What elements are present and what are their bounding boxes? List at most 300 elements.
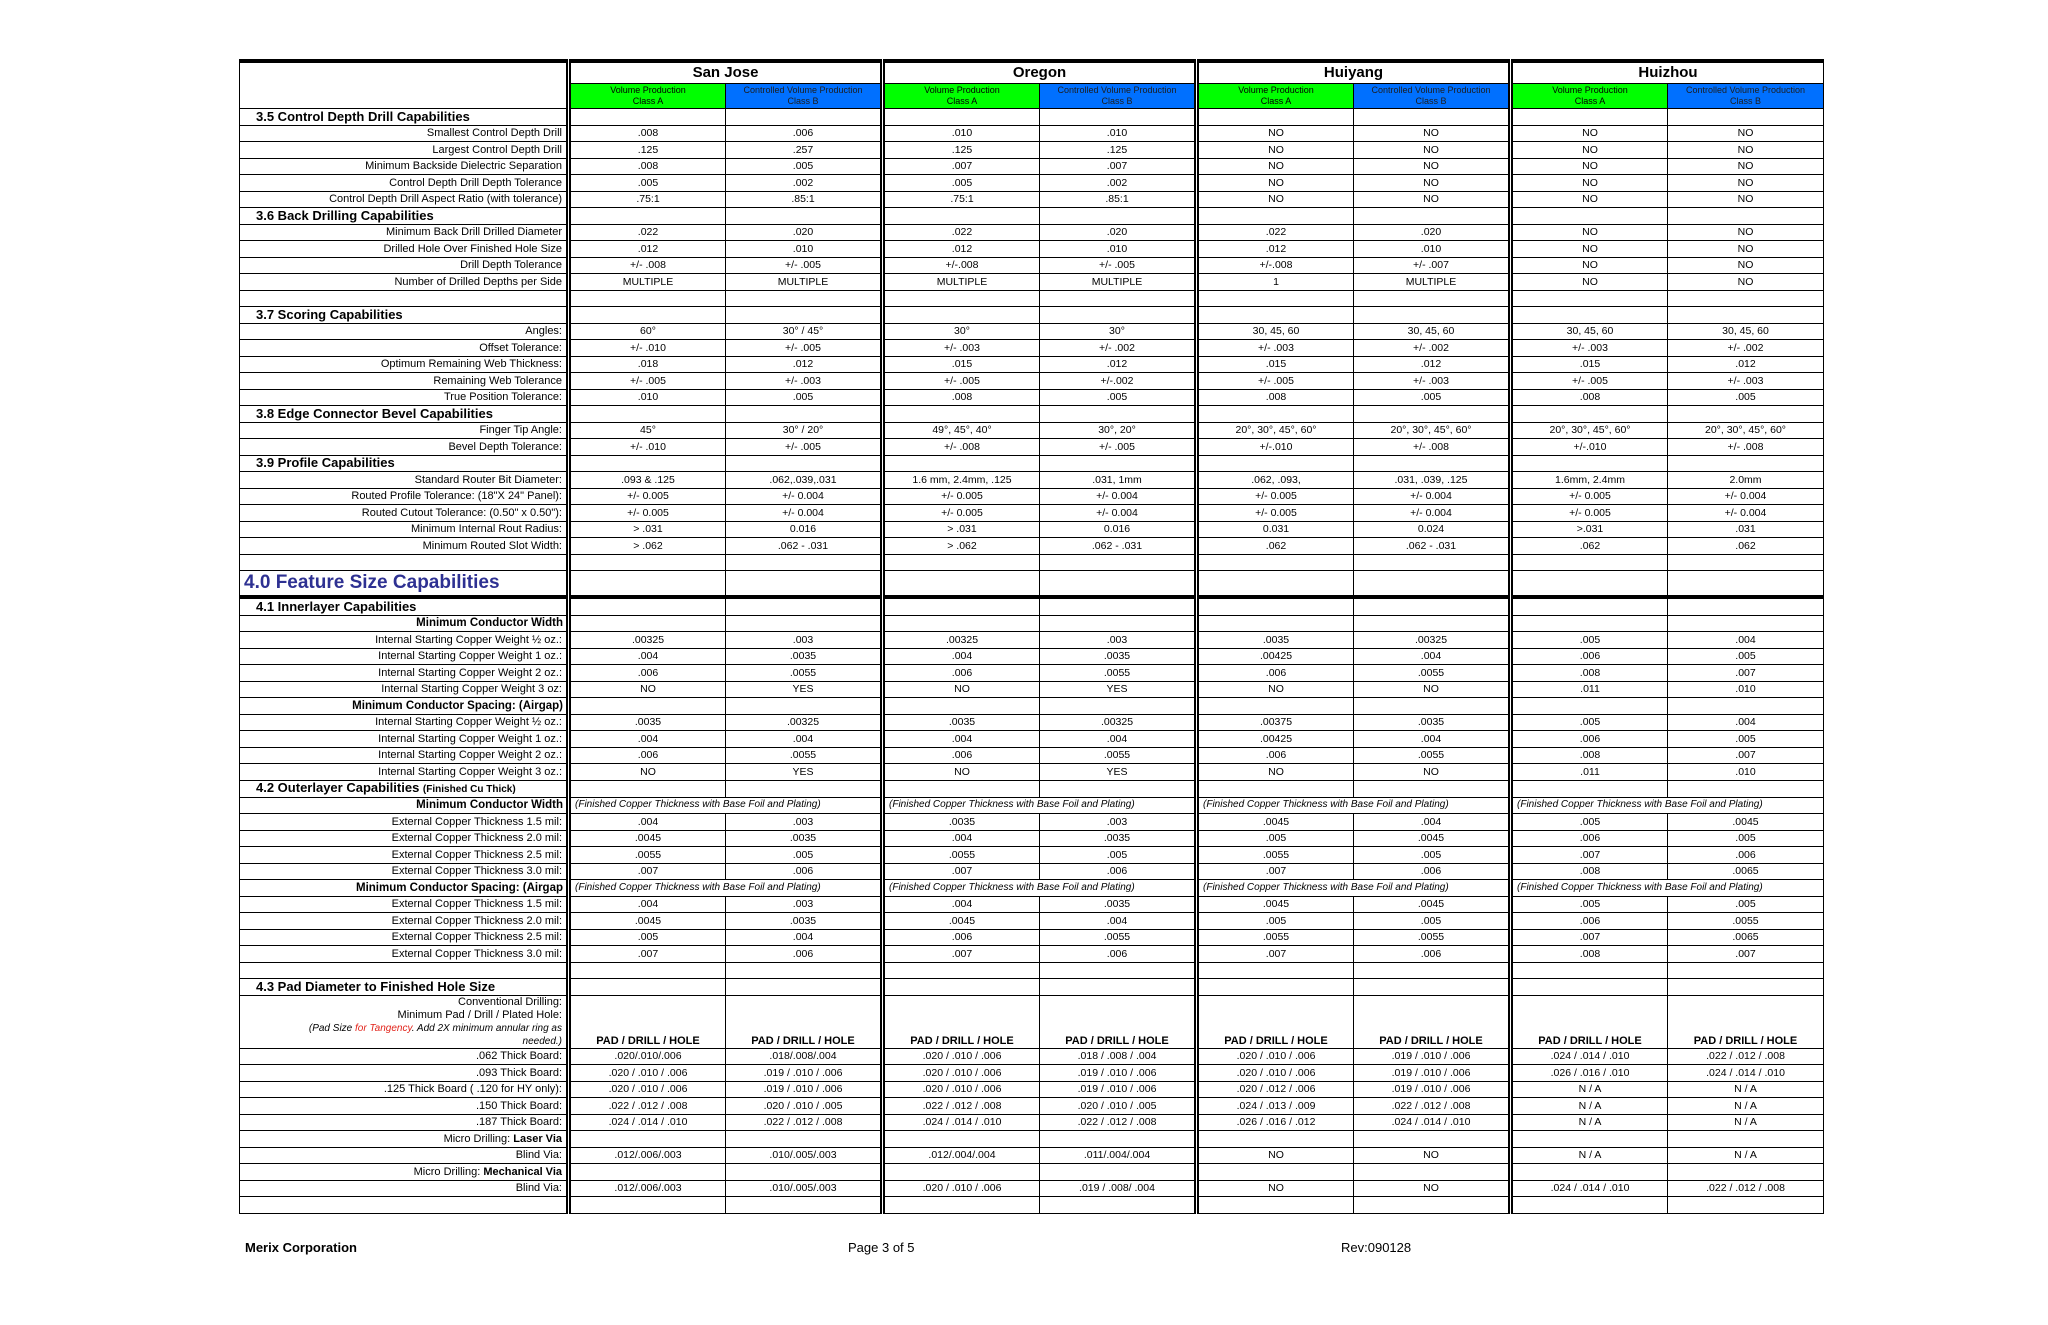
value-cell: 30, 45, 60 [1354,323,1511,340]
value-cell: .005 [1668,830,1824,847]
value-cell: .006 [569,665,726,682]
value-cell: +/- .002 [1668,340,1824,357]
table-row [240,913,1824,930]
value-cell: .0065 [1668,929,1824,946]
section-heading [240,208,569,225]
row-label: Minimum Back Drill Drilled Diameter [240,224,569,241]
table-row [240,597,1824,615]
subsection-heading: Minimum Conductor Width [240,797,569,814]
value-cell: 20°, 30°, 45°, 60° [1668,422,1824,439]
table-row [240,125,1824,142]
value-cell: .004 [883,731,1040,748]
table-row [240,158,1824,175]
value-cell: +/- .005 [1040,439,1197,456]
empty-cell [1040,597,1197,615]
site-huizhou: Huizhou [1511,61,1824,84]
class-label: Class B [1101,96,1133,106]
empty-cell [1197,698,1354,715]
value-cell: .008 [1511,946,1668,963]
row-label: Standard Router Bit Diameter: [240,472,569,489]
value-cell: .006 [1354,946,1511,963]
row-label: Angles: [240,323,569,340]
section-heading-text: 3.9 Profile Capabilities [256,455,395,471]
revision: Rev:090128 [1341,1240,1412,1255]
table-row [240,929,1824,946]
micro-drilling-label [240,1131,569,1148]
empty-cell [1040,307,1197,324]
value-cell: .257 [726,142,883,159]
table-row [240,731,1824,748]
value-cell: .006 [726,125,883,142]
value-cell: +/- .005 [726,340,883,357]
table-row [240,681,1824,698]
table-row [240,814,1824,831]
value-cell: .0045 [883,913,1040,930]
empty-cell [1511,307,1668,324]
empty-cell [1040,290,1197,307]
empty-cell [1040,1131,1197,1148]
value-cell: .010 [1040,125,1197,142]
empty-cell [1668,406,1824,423]
value-cell: 1.6mm, 2.4mm [1511,472,1668,489]
empty-cell [1668,698,1824,715]
value-cell: .007 [569,863,726,880]
class-name: Controlled Volume Production [1371,85,1491,95]
value-cell: .022 [1197,224,1354,241]
value-cell: .0035 [883,814,1040,831]
value-cell: .020 / .010 / .005 [726,1098,883,1115]
row-label: Routed Profile Tolerance: (18"X 24" Panel): [240,488,569,505]
pad-line3b: for Tangency [355,1022,412,1034]
value-cell: NO [1668,191,1824,208]
value-cell: +/- .002 [1040,340,1197,357]
page-footer [245,1240,1845,1260]
value-cell: NO [883,681,1040,698]
empty-cell [569,1131,726,1148]
empty-cell [240,962,569,979]
row-label: Internal Starting Copper Weight ½ oz.: [240,632,569,649]
value-cell: .0035 [1040,896,1197,913]
value-cell: .005 [1354,913,1511,930]
empty-cell [1511,455,1668,472]
value-cell: .026 / .016 / .010 [1511,1065,1668,1082]
pad-drill-hole-header: PAD / DRILL / HOLE [1040,995,1197,1048]
pad-description [240,995,569,1048]
empty-cell [883,615,1040,632]
pad-drill-hole-header: PAD / DRILL / HOLE [1668,995,1824,1048]
empty-cell [883,597,1040,615]
value-cell: .008 [883,389,1040,406]
value-cell: +/- 0.004 [1354,505,1511,522]
value-cell: .012 [1668,356,1824,373]
value-cell: 49°, 45°, 40° [883,422,1040,439]
value-cell: .007 [883,158,1040,175]
value-cell: .008 [1511,863,1668,880]
value-cell: YES [1040,681,1197,698]
row-label: Offset Tolerance: [240,340,569,357]
plating-note: (Finished Copper Thickness with Base Foil and Plating) [1197,880,1511,897]
value-cell: .006 [1511,648,1668,665]
class-b-header [726,84,883,109]
table-row [240,665,1824,682]
empty-cell [240,1197,569,1214]
section-note: (Finished Cu Thick) [422,783,516,795]
value-cell: .010 [1668,764,1824,781]
value-cell: NO [1668,224,1824,241]
value-cell: 30° / 45° [726,323,883,340]
empty-cell [1354,962,1511,979]
chapter-heading [240,571,569,598]
empty-cell [1040,1164,1197,1181]
empty-cell [1040,979,1197,996]
value-cell: .062 [1511,538,1668,555]
value-cell: .062 - .031 [1354,538,1511,555]
empty-cell [569,455,726,472]
row-label: Blind Via: [240,1180,569,1197]
empty-cell [569,780,726,797]
table-row [240,1131,1824,1148]
value-cell: YES [1040,764,1197,781]
value-cell: .012 [1040,356,1197,373]
value-cell: .0035 [1354,714,1511,731]
value-cell: .004 [726,929,883,946]
value-cell: .020/.010/.006 [569,1048,726,1065]
value-cell: > .031 [569,521,726,538]
empty-cell [726,307,883,324]
empty-cell [1197,1197,1354,1214]
value-cell: .006 [1511,913,1668,930]
value-cell: NO [1354,158,1511,175]
value-cell: .005 [569,175,726,192]
empty-cell [569,406,726,423]
empty-cell [883,979,1040,996]
value-cell: .004 [569,814,726,831]
value-cell: .0055 [1040,929,1197,946]
pad-line4: needed.) [522,1035,562,1047]
value-cell: +/- .008 [1668,439,1824,456]
row-label: Internal Starting Copper Weight 3 oz: [240,681,569,698]
value-cell: .005 [726,389,883,406]
value-cell: .005 [569,929,726,946]
value-cell: .005 [1040,389,1197,406]
value-cell: .0035 [1040,830,1197,847]
value-cell: +/- 0.004 [1668,488,1824,505]
value-cell: .007 [883,946,1040,963]
pad-line3c: . Add 2X minimum annular ring as [411,1022,562,1034]
value-cell: 30° [883,323,1040,340]
empty-cell [1668,780,1824,797]
value-cell: .0055 [1197,847,1354,864]
empty-cell [1511,615,1668,632]
value-cell: 1.6 mm, 2.4mm, .125 [883,472,1040,489]
value-cell: N / A [1668,1114,1824,1131]
value-cell: .015 [883,356,1040,373]
value-cell: .125 [569,142,726,159]
row-label: Control Depth Drill Aspect Ratio (with tolerance) [240,191,569,208]
value-cell: +/-.002 [1040,373,1197,390]
value-cell: +/- 0.005 [883,488,1040,505]
empty-cell [1668,1197,1824,1214]
value-cell: +/- .005 [726,257,883,274]
table-row [240,1114,1824,1131]
row-label: Drill Depth Tolerance [240,257,569,274]
value-cell: MULTIPLE [1354,274,1511,291]
site-oregon: Oregon [883,61,1197,84]
value-cell: .0055 [1354,665,1511,682]
empty-cell [1197,962,1354,979]
site-san-jose: San Jose [569,61,883,84]
section-heading-text: 4.3 Pad Diameter to Finished Hole Size [256,978,496,994]
value-cell: .003 [1040,814,1197,831]
value-cell: 20°, 30°, 45°, 60° [1511,422,1668,439]
value-cell: .75:1 [883,191,1040,208]
value-cell: .0045 [569,830,726,847]
value-cell: .004 [1040,731,1197,748]
empty-cell [569,554,726,571]
empty-cell [1197,307,1354,324]
value-cell: .022 [569,224,726,241]
value-cell: .012/.006/.003 [569,1180,726,1197]
value-cell: .0035 [569,714,726,731]
value-cell: .020 / .010 / .006 [883,1065,1040,1082]
row-label: Minimum Backside Dielectric Separation [240,158,569,175]
value-cell: .008 [1511,665,1668,682]
value-cell: .004 [569,648,726,665]
value-cell: 30° / 20° [726,422,883,439]
value-cell: .010 [1668,681,1824,698]
value-cell: .024 / .013 / .009 [1197,1098,1354,1115]
empty-cell [883,208,1040,225]
table-row [240,142,1824,159]
value-cell: NO [1354,191,1511,208]
value-cell: .004 [1354,731,1511,748]
value-cell: .006 [1197,747,1354,764]
pad-drill-hole-header: PAD / DRILL / HOLE [1511,995,1668,1048]
value-cell: .019 / .010 / .006 [1040,1065,1197,1082]
value-cell: +/- 0.005 [1197,488,1354,505]
value-cell: .020 / .010 / .006 [569,1065,726,1082]
value-cell: .005 [1668,896,1824,913]
table-row [240,191,1824,208]
micro-drilling-label [240,1164,569,1181]
value-cell: NO [1197,191,1354,208]
value-cell: .007 [1668,946,1824,963]
value-cell: .006 [1197,665,1354,682]
section-heading-text: 3.5 Control Depth Drill Capabilities [256,108,470,124]
value-cell: NO [1354,1147,1511,1164]
table-row [240,830,1824,847]
value-cell: .024 / .014 / .010 [883,1114,1040,1131]
empty-cell [569,597,726,615]
value-cell: .006 [726,863,883,880]
class-name: Controlled Volume Production [1057,85,1177,95]
value-cell: .003 [726,632,883,649]
capabilities-sheet [239,59,1823,1214]
value-cell: .010 [569,389,726,406]
empty-cell [726,290,883,307]
table-row [240,554,1824,571]
empty-cell [1354,698,1511,715]
value-cell: +/- .008 [883,439,1040,456]
value-cell: .006 [1040,946,1197,963]
class-label: Class A [946,96,978,106]
value-cell: .006 [1040,863,1197,880]
empty-cell [1040,554,1197,571]
value-cell: .004 [883,896,1040,913]
value-cell: +/- .005 [1197,373,1354,390]
value-cell: .0055 [1354,747,1511,764]
value-cell: .003 [726,814,883,831]
empty-cell [1354,1131,1511,1148]
empty-cell [1040,1197,1197,1214]
value-cell: .006 [883,665,1040,682]
empty-cell [883,1131,1040,1148]
empty-cell [1040,615,1197,632]
value-cell: +/- .003 [726,373,883,390]
value-cell: .012/.006/.003 [569,1147,726,1164]
value-cell: .031, .039, .125 [1354,472,1511,489]
value-cell: +/- .008 [1354,439,1511,456]
value-cell: .0045 [1668,814,1824,831]
plating-note: (Finished Copper Thickness with Base Foil and Plating) [569,797,883,814]
empty-cell [1354,615,1511,632]
value-cell: .00325 [1354,632,1511,649]
table-row [240,406,1824,423]
section-heading-text: 4.1 Innerlayer Capabilities [256,598,417,614]
empty-cell [1668,571,1824,598]
value-cell: +/- 0.004 [1040,488,1197,505]
empty-cell [1197,780,1354,797]
row-label: Blind Via: [240,1147,569,1164]
empty-cell [726,109,883,126]
pad-drill-hole-header: PAD / DRILL / HOLE [726,995,883,1048]
value-cell: .008 [1197,389,1354,406]
value-cell: +/- .008 [569,257,726,274]
value-cell: +/-.010 [1197,439,1354,456]
value-cell: 30, 45, 60 [1511,323,1668,340]
value-cell: 0.016 [1040,521,1197,538]
class-name: Volume Production [924,85,1000,95]
class-name: Controlled Volume Production [1685,85,1806,95]
table-row [240,764,1824,781]
table-row [240,505,1824,522]
value-cell: NO [1668,257,1824,274]
empty-cell [569,979,726,996]
value-cell: YES [726,764,883,781]
empty-cell [1354,109,1511,126]
empty-cell [1668,290,1824,307]
class-a-header [1511,84,1668,109]
table-row [240,307,1824,324]
row-label: Routed Cutout Tolerance: (0.50" x 0.50"): [240,505,569,522]
value-cell: N / A [1668,1081,1824,1098]
value-cell: .002 [726,175,883,192]
table-row [240,979,1824,996]
value-cell: .003 [726,896,883,913]
class-b-header [1354,84,1511,109]
empty-cell [1197,571,1354,598]
value-cell: .022 / .012 / .008 [726,1114,883,1131]
row-label: External Copper Thickness 3.0 mil: [240,863,569,880]
pad-line3a: (Pad Size [308,1022,356,1034]
value-cell: NO [1354,1180,1511,1197]
value-cell: 20°, 30°, 45°, 60° [1197,422,1354,439]
value-cell: .062,.039,.031 [726,472,883,489]
section-heading [240,307,569,324]
value-cell: .006 [1668,847,1824,864]
table-row [240,538,1824,555]
value-cell: .00325 [1040,714,1197,731]
value-cell: .022 / .012 / .008 [883,1098,1040,1115]
value-cell: .005 [1511,632,1668,649]
value-cell: NO [1197,175,1354,192]
plating-note: (Finished Copper Thickness with Base Foil and Plating) [883,880,1197,897]
value-cell: .005 [1668,648,1824,665]
row-label: Internal Starting Copper Weight 2 oz.: [240,665,569,682]
value-cell: .031 [1668,521,1824,538]
value-cell: NO [1511,175,1668,192]
value-cell: +/- .010 [569,439,726,456]
subsection-heading-text: Minimum Conductor Spacing: (Airgap) [352,699,563,712]
empty-cell [1511,109,1668,126]
table-row [240,1048,1824,1065]
empty-cell [1511,406,1668,423]
table-row [240,472,1824,489]
value-cell: .0055 [883,847,1040,864]
value-cell: YES [726,681,883,698]
empty-cell [1197,615,1354,632]
pad-line3 [243,1022,562,1035]
value-cell: .020 [726,224,883,241]
value-cell: .0055 [726,665,883,682]
table-row [240,962,1824,979]
empty-cell [1040,455,1197,472]
empty-cell [883,455,1040,472]
empty-cell [1511,1164,1668,1181]
row-label: Bevel Depth Tolerance: [240,439,569,456]
value-cell: .006 [883,929,1040,946]
row-label: External Copper Thickness 1.5 mil: [240,896,569,913]
value-cell: .010/.005/.003 [726,1180,883,1197]
value-cell: .022 / .012 / .008 [1040,1114,1197,1131]
value-cell: .005 [1511,714,1668,731]
value-cell: .005 [1668,731,1824,748]
micro-type: Laser Via [513,1132,562,1145]
row-label: External Copper Thickness 1.5 mil: [240,814,569,831]
value-cell: .019 / .008/ .004 [1040,1180,1197,1197]
empty-cell [1511,554,1668,571]
value-cell: .012 [883,241,1040,258]
value-cell: .020 / .010 / .006 [1197,1065,1354,1082]
value-cell: .024 / .014 / .010 [1354,1114,1511,1131]
empty-cell [569,1197,726,1214]
row-label: External Copper Thickness 2.0 mil: [240,913,569,930]
empty-cell [569,208,726,225]
value-cell: .0035 [726,648,883,665]
value-cell: NO [1354,764,1511,781]
table-row [240,847,1824,864]
value-cell: .008 [569,158,726,175]
value-cell: .002 [1040,175,1197,192]
value-cell: .85:1 [1040,191,1197,208]
value-cell: .0055 [1197,929,1354,946]
value-cell: 0.024 [1354,521,1511,538]
table-row [240,521,1824,538]
subsection-heading: Minimum Conductor Spacing: (Airgap [240,880,569,897]
empty-cell [1040,208,1197,225]
table-row [240,1164,1824,1181]
empty-cell [883,780,1040,797]
